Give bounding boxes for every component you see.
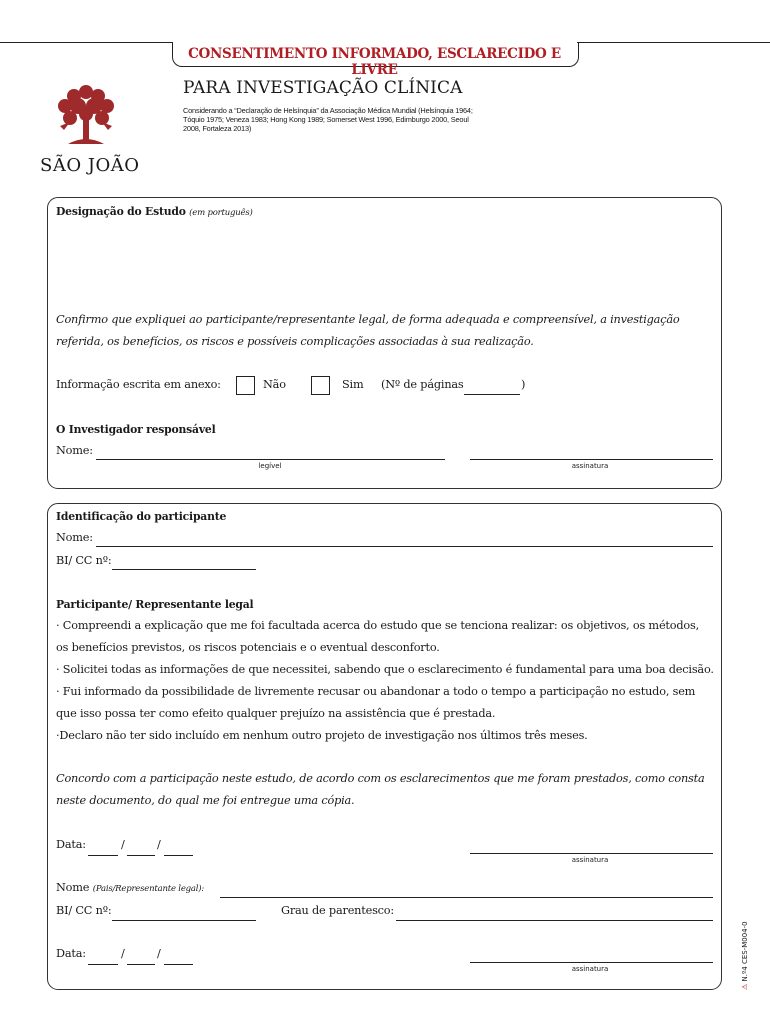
statement-line: ·Declaro não ter sido incluído em nenhum outro projeto de investigação nos últimos três meses.: [56, 729, 588, 742]
attachment-no-checkbox[interactable]: [236, 376, 255, 395]
page-title: PARA INVESTIGAÇÃO CLÍNICA: [183, 78, 463, 98]
date-separator: /: [121, 838, 125, 851]
participant-id-label: BI/ CC nº:: [56, 554, 112, 567]
date-month-field[interactable]: [127, 964, 155, 965]
date-separator: /: [121, 947, 125, 960]
pages-count-field[interactable]: [464, 394, 520, 395]
attachment-yes-checkbox[interactable]: [311, 376, 330, 395]
rep-name-label: Nome (Pais/Representante legal):: [56, 881, 205, 894]
warning-triangle-icon: ⚠: [741, 983, 749, 990]
pages-label: (Nº de páginas: [381, 378, 464, 391]
confirm-text-line2: referida, os benefícios, os riscos e possíveis complicações associadas à sua realização.: [56, 335, 534, 348]
study-designation-label: Designação do Estudo (em português): [56, 205, 253, 218]
statement-line: que isso possa ter como efeito qualquer prejuízo na assistência que é prestada.: [56, 707, 496, 720]
rep-id-label: BI/ CC nº:: [56, 904, 112, 917]
header-rule-right: [577, 42, 770, 43]
investigator-name-label: Nome:: [56, 444, 93, 457]
participant-signature-caption: assinatura: [571, 856, 609, 864]
form-code-text: N.º4 CES-M004-0: [741, 921, 749, 982]
investigator-signature-field[interactable]: [470, 459, 713, 460]
agree-text-line2: neste documento, do qual me foi entregue uma cópia.: [56, 794, 355, 807]
confirm-text-line1: Confirmo que expliquei ao participante/representante legal, de forma adequada e compreensível, a investigação: [56, 313, 680, 326]
date-label: Data:: [56, 947, 86, 960]
date-year-field[interactable]: [164, 855, 193, 856]
date-day-field[interactable]: [88, 855, 118, 856]
date-label: Data:: [56, 838, 86, 851]
investigator-name-field[interactable]: [96, 459, 445, 460]
participant-name-label: Nome:: [56, 531, 93, 544]
form-code: [741, 921, 749, 990]
statement-line: · Fui informado da possibilidade de livremente recusar ou abandonar a todo o tempo a participação no estudo, sem: [56, 685, 696, 698]
participant-id-field[interactable]: [112, 569, 256, 570]
attachment-no-label: Não: [263, 378, 286, 391]
kinship-field[interactable]: [396, 920, 713, 921]
participant-signature-field[interactable]: [470, 853, 713, 854]
attachment-yes-label: Sim: [342, 378, 364, 391]
date-year-field[interactable]: [164, 964, 193, 965]
rep-signature-field[interactable]: [470, 962, 713, 963]
date-month-field[interactable]: [127, 855, 155, 856]
statement-line: · Solicitei todas as informações de que necessitei, sabendo que o esclarecimento é fundamental para uma boa decisão.: [56, 663, 714, 676]
attachment-label: Informação escrita em anexo:: [56, 378, 221, 391]
study-designation-field[interactable]: [56, 222, 711, 302]
form-tab-title: CONSENTIMENTO INFORMADO, ESCLARECIDO E LIVRE: [188, 46, 561, 78]
date-separator: /: [157, 838, 161, 851]
date-day-field[interactable]: [88, 964, 118, 965]
tree-logo-icon: [50, 78, 122, 150]
statement-line: · Compreendi a explicação que me foi facultada acerca do estudo que se tenciona realizar: os objetivos, os métodos,: [56, 619, 699, 632]
pages-close: ): [521, 378, 526, 391]
participant-heading: Identificação do participante: [56, 510, 227, 523]
study-designation-hint: (em português): [189, 208, 253, 218]
page-subtitle: Considerando a “Declaração de Helsínquia” da Associação Médica Mundial (Helsínquia 1964; Tóquio 1975; Veneza 1983; Hong Kong 1989; Somerset West 1996, Edimburgo 2000, Seoul 2008, Fortaleza 2013): [183, 106, 473, 134]
investigator-heading: O Investigador responsável: [56, 423, 216, 436]
rep-name-field[interactable]: [220, 897, 713, 898]
agree-text-line1: Concordo com a participação neste estudo, de acordo com os esclarecimentos que me foram prestados, como consta: [56, 772, 705, 785]
legible-caption: legível: [258, 462, 282, 470]
date-separator: /: [157, 947, 161, 960]
header-rule-left: [0, 42, 172, 43]
participant-name-field[interactable]: [96, 546, 713, 547]
investigator-signature-caption: assinatura: [571, 462, 609, 470]
kinship-label: Grau de parentesco:: [281, 904, 395, 917]
rep-name-hint: (Pais/Representante legal):: [92, 884, 205, 894]
representative-heading: Participante/ Representante legal: [56, 598, 254, 611]
logo-text: SÃO JOÃO: [40, 155, 140, 176]
rep-signature-caption: assinatura: [571, 965, 609, 973]
rep-id-field[interactable]: [112, 920, 256, 921]
statement-line: os benefícios previstos, os riscos potenciais e o eventual desconforto.: [56, 641, 440, 654]
